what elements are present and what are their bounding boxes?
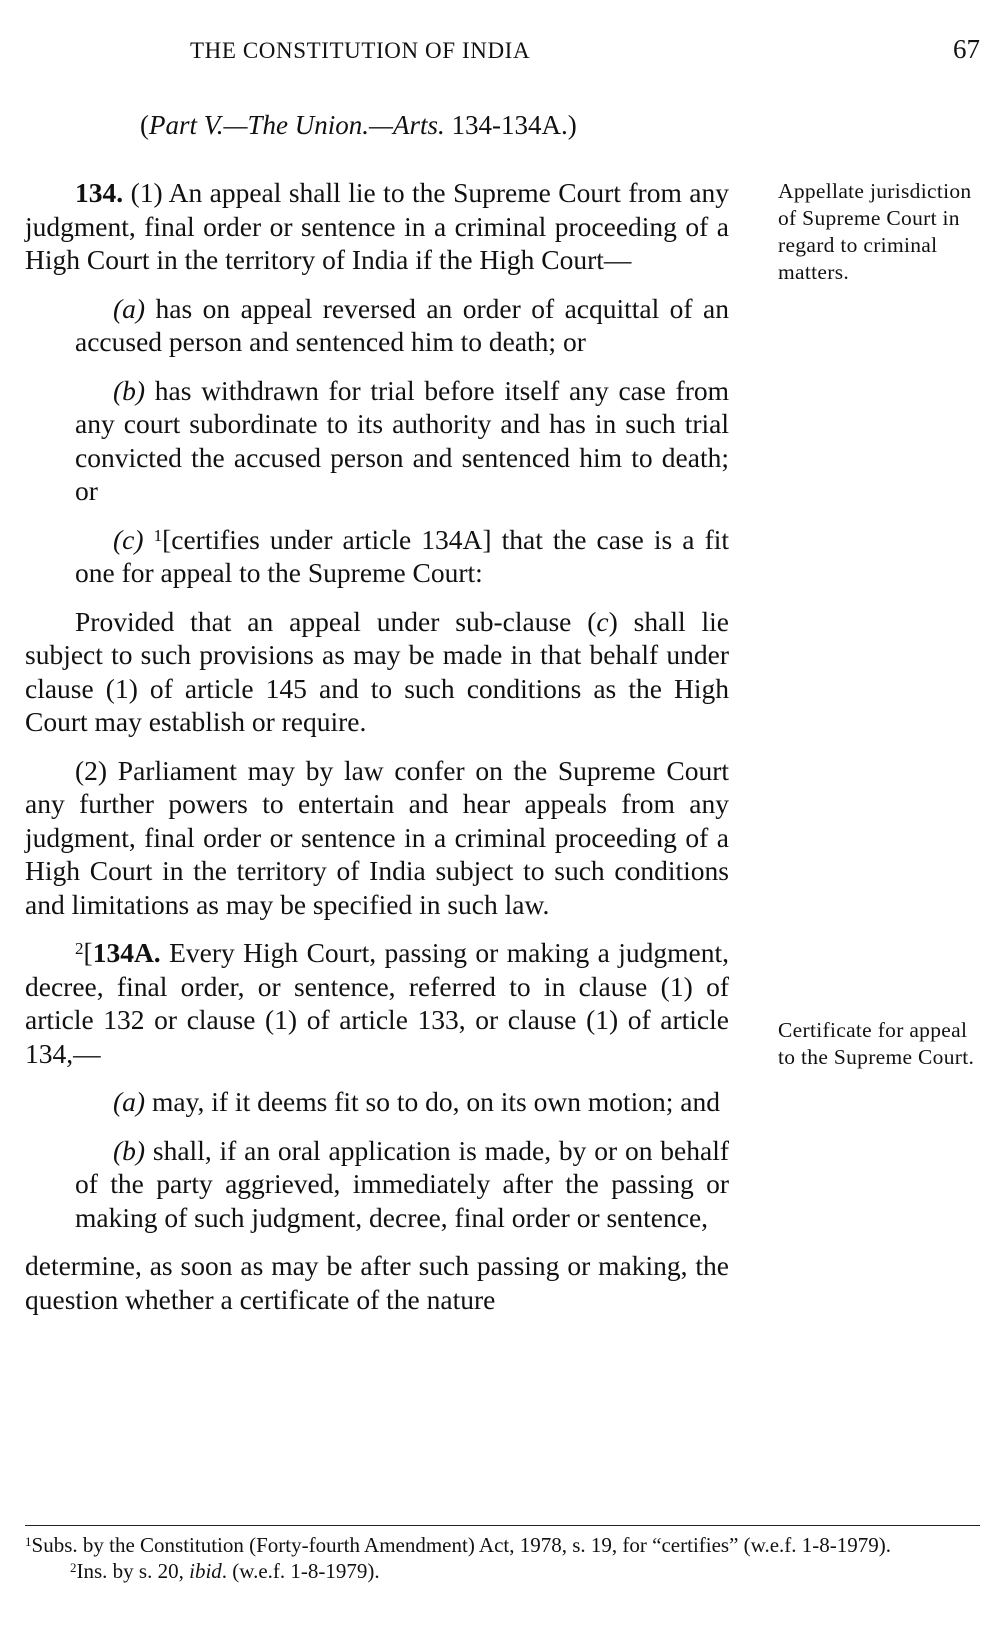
footnote-2-ref: 2: [70, 1560, 77, 1576]
footnote-divider: [25, 1525, 980, 1526]
article-134A-sub-b: [75, 1134, 729, 1235]
article-134-proviso: [25, 605, 729, 739]
footnote-ref-2: 2: [75, 939, 84, 959]
footnote-2-before: Ins. by s. 20,: [76, 1559, 190, 1583]
article-134A-bracket: [: [83, 937, 93, 968]
sub-b-text: has withdrawn for trial before itself any case from any court subordinate to its authority and has in such trial convicted the accused person and sentenced him to death; or: [75, 374, 729, 506]
134A-sub-b-text: shall, if an oral application is made, by or on behalf of the party aggrieved, immediately after the passing or making of such judgment, decree, final order or sentence,: [75, 1134, 729, 1233]
footnote-1-text: Subs. by the Constitution (Forty-fourth Amendment) Act, 1978, s. 19, for “certifies” (w.e.f. 1-8-1979).: [31, 1533, 892, 1557]
footnotes: [25, 1532, 980, 1584]
sub-c-label: (c): [113, 523, 144, 555]
footnote-1-ref: 1: [25, 1534, 32, 1550]
proviso-text-after: ) shall lie subject to such provisions as may be made in that behalf under clause (1) of article 145 and to such conditions as the High Court may establish or require.: [25, 605, 729, 737]
part-heading: [140, 110, 577, 141]
footnote-2-after: . (w.e.f. 1-8-1979).: [221, 1559, 380, 1583]
footnote-ref-1: 1: [153, 525, 163, 545]
part-heading-italic: Part V.—The Union.—Arts.: [149, 110, 445, 140]
footnote-2-italic: ibid: [189, 1559, 222, 1583]
article-134-number: 134.: [75, 177, 124, 208]
article-134-sub-b: [75, 374, 729, 508]
article-134A-sub-a: [75, 1085, 729, 1119]
page-number: 67: [953, 34, 980, 64]
sub-a-label: (a): [113, 292, 146, 324]
article-134A-closing: determine, as soon as may be after such passing or making, the question whether a certificate of the nature: [25, 1250, 729, 1315]
article-134-sub-c: [75, 523, 729, 590]
article-134-clause-1-text: (1) An appeal shall lie to the Supreme Court from any judgment, final order or sentence in a criminal proceeding of a High Court in the territory of India if the High Court—: [25, 177, 729, 275]
134A-sub-a-text: may, if it deems fit so to do, on its own motion; and: [145, 1086, 720, 1117]
article-134A-text: Every High Court, passing or making a judgment, decree, final order, or sentence, referred to in clause (1) of article 132 or clause (1) of article 133, or clause (1) of article 134,—: [25, 937, 729, 1069]
part-heading-open: (: [140, 110, 149, 140]
sub-b-label: (b): [113, 374, 146, 406]
sub-c-text: [certifies under article 134A] that the case is a fit one for appeal to the Supreme Court:: [75, 523, 730, 588]
margin-note-article-134: Appellate jurisdiction of Supreme Court in regard to criminal matters.: [778, 179, 972, 284]
footnote-1: [25, 1532, 980, 1558]
article-134A-number: 134A.: [92, 937, 161, 968]
footnote-2: [70, 1558, 980, 1584]
article-134-sub-a: [75, 292, 729, 359]
134A-sub-b-label: (b): [113, 1134, 146, 1166]
article-134-clause-1: [25, 176, 729, 277]
proviso-text-before: Provided that an appeal under sub-clause (: [75, 605, 597, 637]
part-heading-rest: 134-134A.): [444, 110, 577, 140]
proviso-italic: c: [596, 605, 609, 637]
134A-sub-a-label: (a): [113, 1086, 146, 1117]
sub-a-text: has on appeal reversed an order of acquittal of an accused person and sentenced him to death; or: [75, 292, 729, 357]
margin-note-article-134A: Certificate for appeal to the Supreme Court.: [778, 1018, 975, 1069]
article-134-clause-2: (2) Parliament may by law confer on the Supreme Court any further powers to entertain and hear appeals from any judgment, final order or sentence in a criminal proceeding of a High Court in the territory of India subject to such conditions and limitations as may be specified in such law.: [25, 754, 729, 920]
article-134A: [25, 936, 729, 1070]
running-header: THE CONSTITUTION OF INDIA: [190, 38, 531, 63]
main-text: [25, 176, 729, 1316]
